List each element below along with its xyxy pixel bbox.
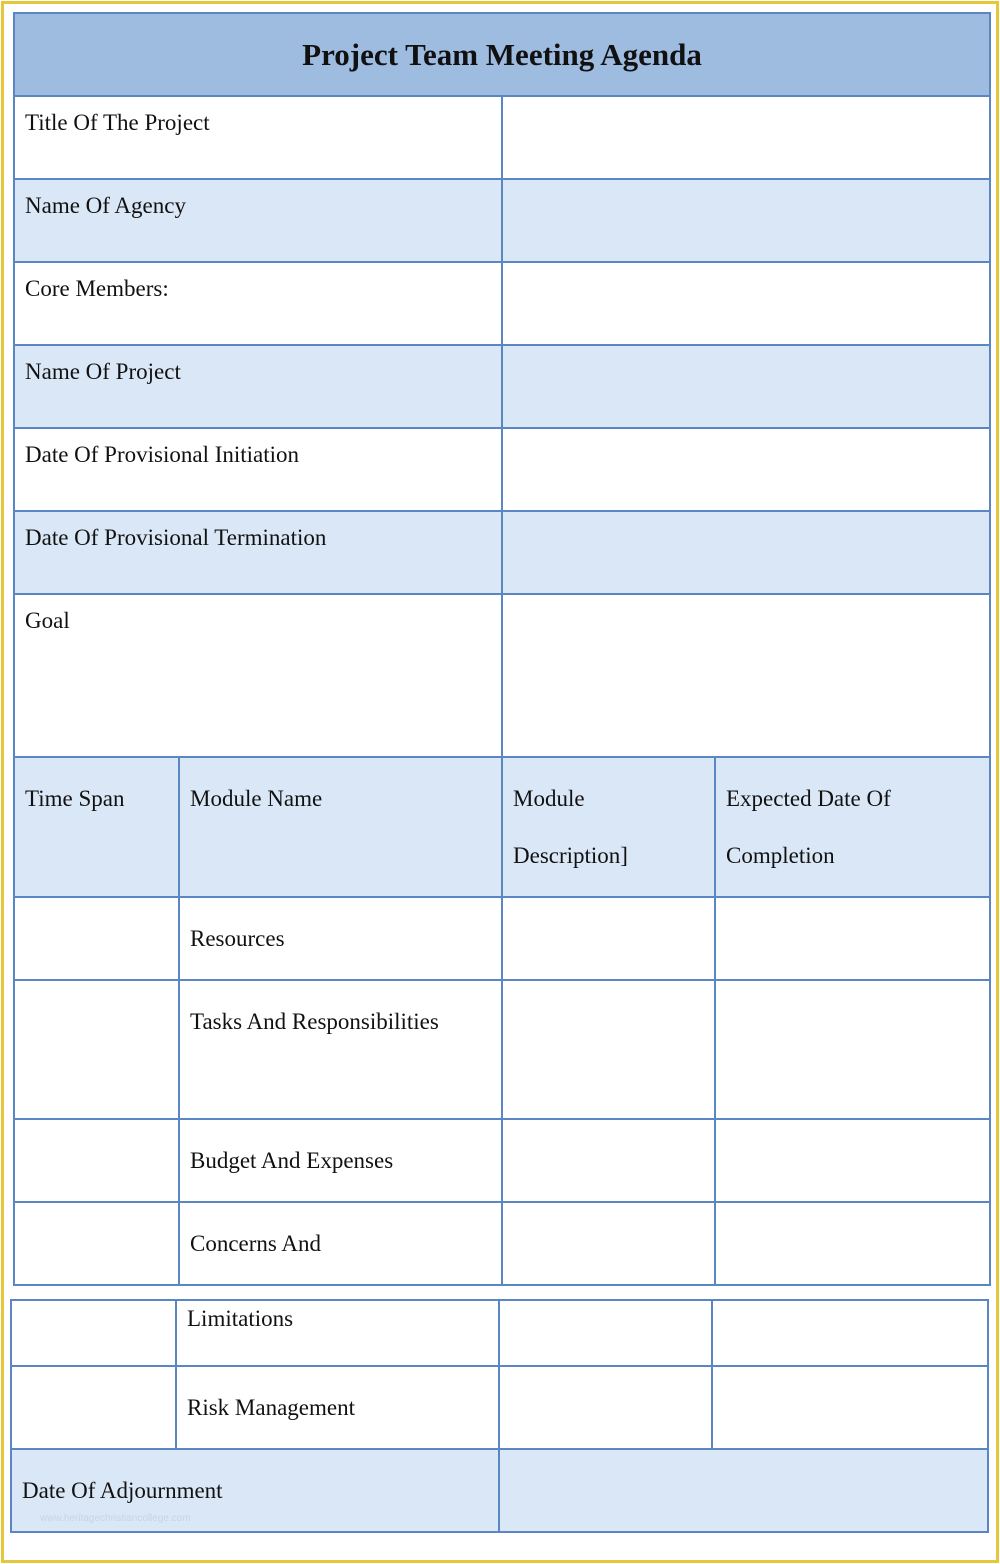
- cell-expected-date[interactable]: [715, 980, 990, 1119]
- cell-module-description[interactable]: [502, 897, 715, 980]
- agenda-table: [13, 12, 991, 1286]
- cell-expected-date[interactable]: [715, 897, 990, 980]
- header-module-name: Module Name: [179, 757, 502, 897]
- label-goal: Goal: [14, 594, 502, 757]
- field-name-of-project[interactable]: [502, 345, 990, 428]
- cell-expected-date[interactable]: [715, 1119, 990, 1202]
- cell-time-span[interactable]: [14, 1202, 179, 1285]
- cell-module-description[interactable]: [499, 1366, 712, 1449]
- cell-time-span[interactable]: [14, 980, 179, 1119]
- field-date-termination[interactable]: [502, 511, 990, 594]
- module-resources: Resources: [179, 897, 502, 980]
- cell-time-span[interactable]: [11, 1366, 176, 1449]
- cell-time-span[interactable]: [11, 1300, 176, 1366]
- field-title-of-project[interactable]: [502, 96, 990, 179]
- module-tasks: Tasks And Responsibilities: [179, 980, 502, 1119]
- label-core-members: Core Members:: [14, 262, 502, 345]
- field-core-members[interactable]: [502, 262, 990, 345]
- cell-time-span[interactable]: [14, 897, 179, 980]
- cell-expected-date[interactable]: [712, 1366, 988, 1449]
- module-risk-management: Risk Management: [176, 1366, 499, 1449]
- field-date-of-adjournment[interactable]: [499, 1449, 988, 1532]
- field-name-of-agency[interactable]: [502, 179, 990, 262]
- label-date-initiation: Date Of Provisional Initiation: [14, 428, 502, 511]
- page-title: Project Team Meeting Agenda: [14, 13, 990, 96]
- watermark: www.heritagechristiancollege.com: [40, 1513, 191, 1524]
- field-goal[interactable]: [502, 594, 990, 757]
- label-date-of-adjournment: Date Of Adjournment: [11, 1449, 499, 1532]
- header-time-span: Time Span: [14, 757, 179, 897]
- label-name-of-project: Name Of Project: [14, 345, 502, 428]
- field-date-initiation[interactable]: [502, 428, 990, 511]
- cell-module-description[interactable]: [502, 1202, 715, 1285]
- module-budget: Budget And Expenses: [179, 1119, 502, 1202]
- label-date-termination: Date Of Provisional Termination: [14, 511, 502, 594]
- header-module-description: Module Description]: [502, 757, 715, 897]
- cell-module-description[interactable]: [502, 1119, 715, 1202]
- cell-time-span[interactable]: [14, 1119, 179, 1202]
- module-concerns: Concerns And: [179, 1202, 502, 1285]
- cell-module-description[interactable]: [499, 1300, 712, 1366]
- cell-expected-date[interactable]: [715, 1202, 990, 1285]
- module-limitations: Limitations: [176, 1300, 499, 1366]
- label-title-of-project: Title Of The Project: [14, 96, 502, 179]
- label-name-of-agency: Name Of Agency: [14, 179, 502, 262]
- cell-module-description[interactable]: [502, 980, 715, 1119]
- agenda-table-continued: [10, 1299, 989, 1533]
- cell-expected-date[interactable]: [712, 1300, 988, 1366]
- header-expected-date: Expected Date Of Completion: [715, 757, 990, 897]
